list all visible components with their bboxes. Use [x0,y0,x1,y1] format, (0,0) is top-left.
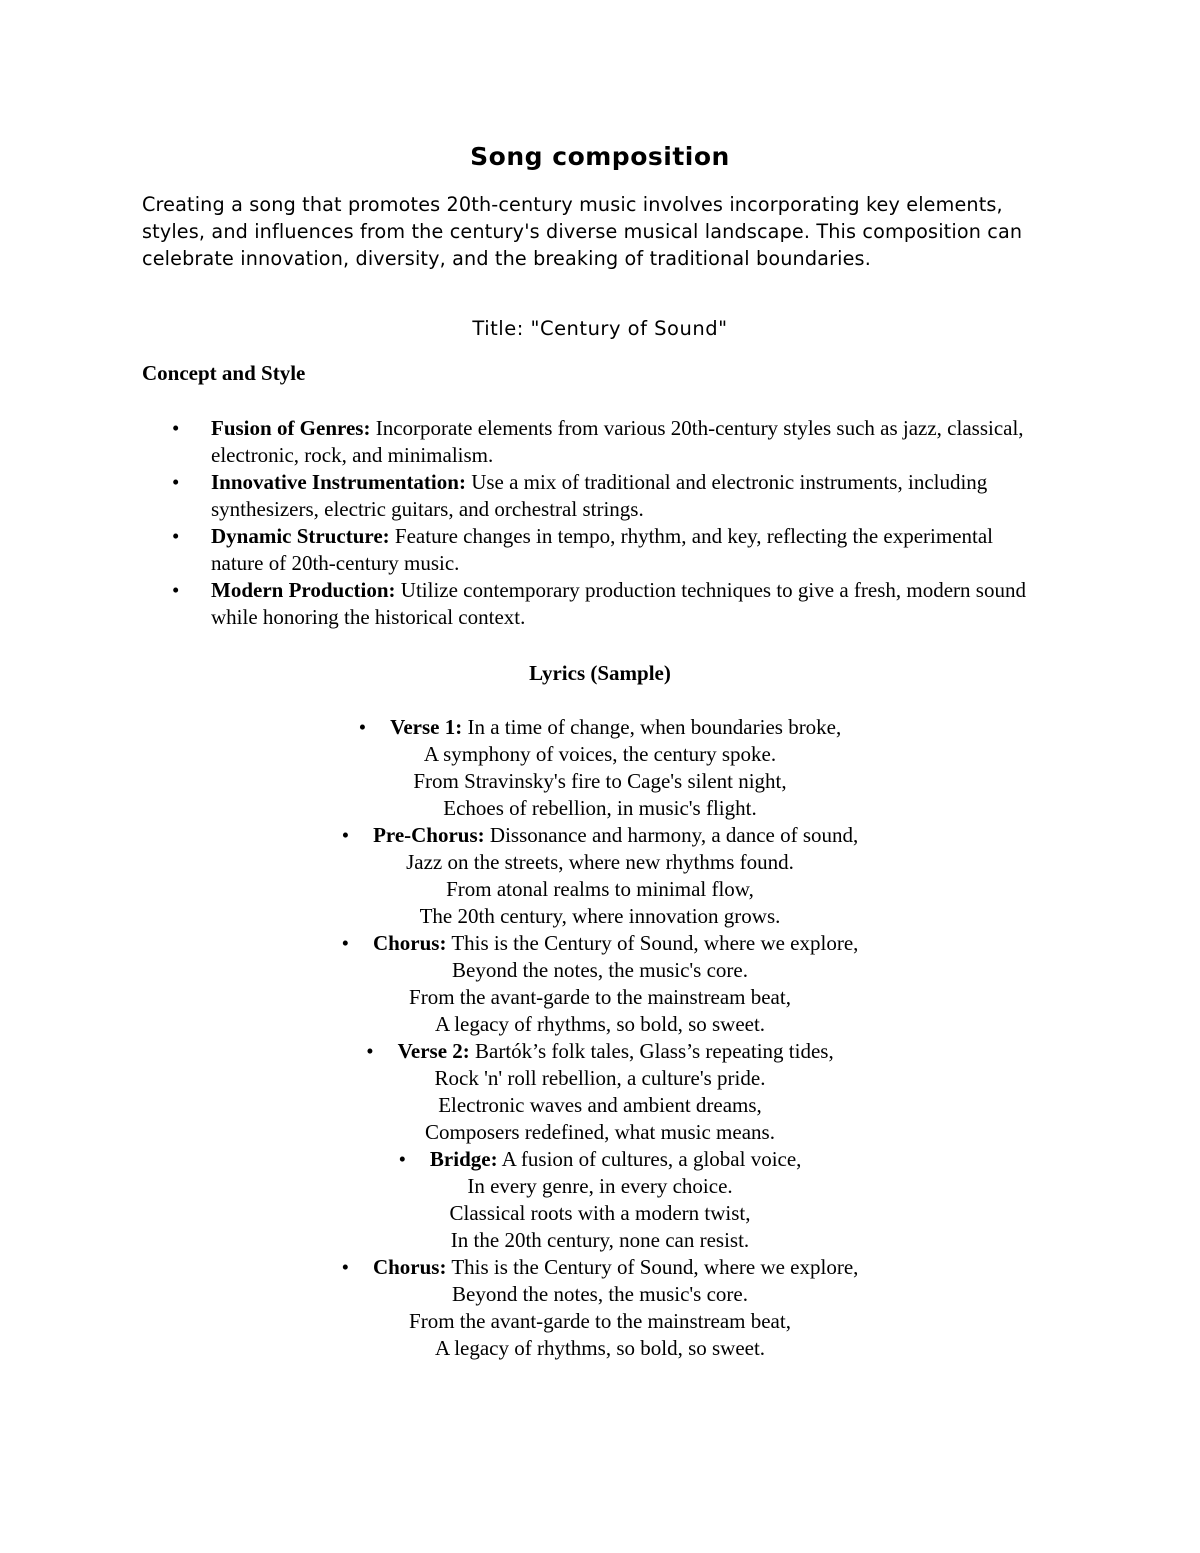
lyric-line: Echoes of rebellion, in music's flight. [443,796,757,820]
lyric-section-chorus-repeat [0,1254,1200,1362]
concept-text: Utilize contemporary production techniques to give a fresh, modern sound while honoring the historical context. [211,578,1026,629]
document-title: Song composition [470,142,730,171]
intro-paragraph: Creating a song that promotes 20th-century music involves incorporating key elements, styles, and influences from the century's diverse musical landscape. This composition can celebrate innovation, diversity, and the breaking of traditional boundaries. [142,193,1023,270]
lyric-section-verse-1 [0,714,1200,822]
lyric-section-pre-chorus [0,822,1200,930]
lyrics-list [0,714,1200,1362]
lyric-text: This is the Century of Sound, where we explore, [446,1255,859,1279]
lyric-line: Electronic waves and ambient dreams, [438,1093,762,1117]
lyric-label: Chorus: [372,1255,447,1279]
concept-term: Modern Production: [211,578,396,602]
lyric-label: Verse 1: [390,715,463,739]
lyric-line: Classical roots with a modern twist, [449,1201,751,1225]
lyric-line: From the avant-garde to the mainstream beat, [409,985,791,1009]
bullet-icon: • [341,931,349,955]
lyric-line: Beyond the notes, the music's core. [452,1282,748,1306]
lyric-line: In every genre, in every choice. [467,1174,733,1198]
lyric-line [0,930,1200,957]
concept-term: Innovative Instrumentation: [211,470,466,494]
lyrics-heading: Lyrics (Sample) [529,661,671,685]
bullet-icon: • [366,1039,374,1063]
lyric-line: A symphony of voices, the century spoke. [423,742,777,766]
concept-item [0,415,1041,469]
concept-text: Incorporate elements from various 20th-century styles such as jazz, classical, electronic, rock, and minimalism. [211,416,1024,467]
lyric-line: A legacy of rhythms, so bold, so sweet. [434,1012,766,1036]
concept-term: Fusion of Genres: [211,416,371,440]
bullet-icon: • [172,470,180,494]
concept-item [0,523,1041,577]
concept-text: Feature changes in tempo, rhythm, and key, reflecting the experimental nature of 20th-century music. [211,524,994,575]
lyric-label: Pre-Chorus: [373,823,485,847]
lyric-text: In a time of change, when boundaries broke, [462,715,842,739]
lyric-section-verse-2 [0,1038,1200,1146]
lyric-text: A fusion of cultures, a global voice, [497,1147,802,1171]
lyric-text: Bartók’s folk tales, Glass’s repeating tides, [469,1039,834,1063]
lyric-section-chorus [0,930,1200,1038]
lyric-section-bridge [0,1146,1200,1254]
song-title: Title: "Century of Sound" [472,317,728,340]
bullet-icon: • [172,578,180,602]
lyric-line: From atonal realms to minimal flow, [446,877,754,901]
bullet-icon: • [341,823,350,847]
concept-list [0,415,1200,631]
lyric-line [0,822,1200,849]
lyric-line: Beyond the notes, the music's core. [452,958,748,982]
lyric-line: From the avant-garde to the mainstream beat, [409,1309,791,1333]
lyric-line [0,1146,1200,1173]
bullet-icon: • [172,416,180,440]
concept-term: Dynamic Structure: [211,524,390,548]
concept-heading: Concept and Style [142,361,306,385]
lyric-line [0,714,1200,741]
concept-item [0,469,1041,523]
lyric-text: Dissonance and harmony, a dance of sound, [484,823,859,847]
lyric-text: This is the Century of Sound, where we explore, [446,931,859,955]
lyric-label: Verse 2: [397,1039,470,1063]
lyric-line: Jazz on the streets, where new rhythms found. [406,850,794,874]
concept-text: Use a mix of traditional and electronic instruments, including synthesizers, electric guitars, and orchestral strings. [211,470,988,521]
lyric-line [0,1254,1200,1281]
bullet-icon: • [358,715,367,739]
bullet-icon: • [398,1147,406,1171]
lyric-line: The 20th century, where innovation grows. [419,904,781,928]
lyric-line: From Stravinsky's fire to Cage's silent night, [413,769,787,793]
concept-item [0,577,1041,631]
lyric-line: In the 20th century, none can resist. [450,1228,750,1252]
lyric-line [0,1038,1200,1065]
lyric-label: Chorus: [372,931,447,955]
lyric-line: A legacy of rhythms, so bold, so sweet. [434,1336,766,1360]
lyric-line: Composers redefined, what music means. [425,1120,775,1144]
bullet-icon: • [341,1255,349,1279]
bullet-icon: • [172,524,180,548]
lyric-line: Rock 'n' roll rebellion, a culture's pride. [434,1066,766,1090]
lyric-label: Bridge: [429,1147,498,1171]
